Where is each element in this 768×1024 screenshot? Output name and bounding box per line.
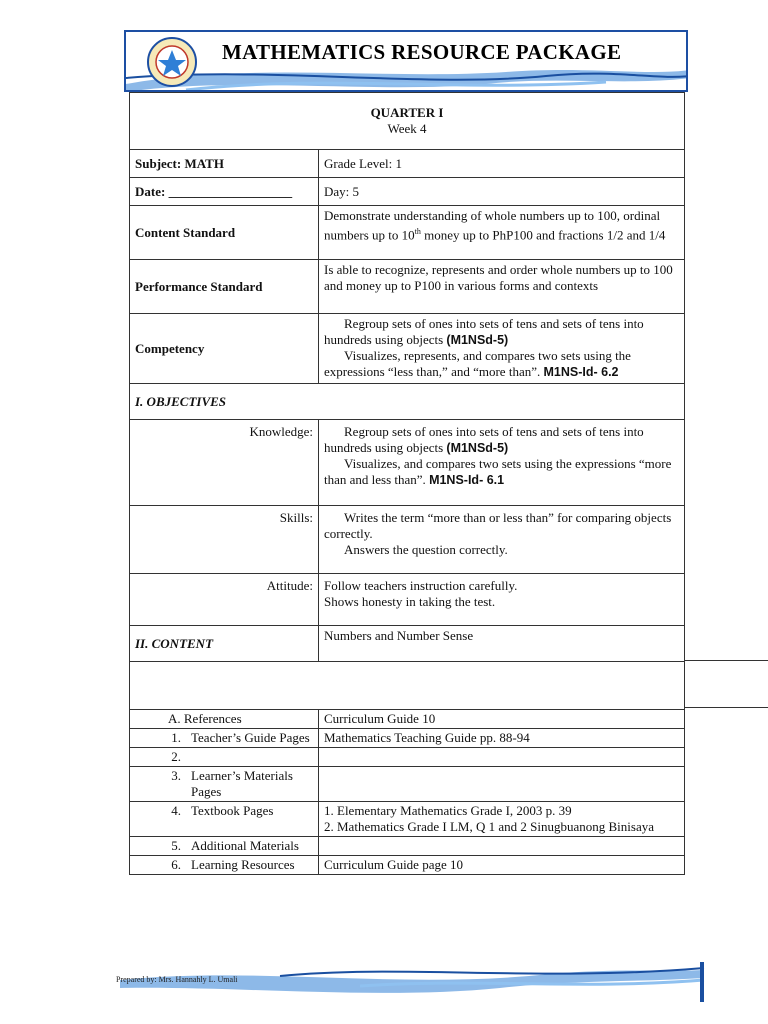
attitude-row [130, 574, 685, 626]
objectives-heading: I. OBJECTIVES [130, 384, 685, 420]
deped-seal-icon [146, 36, 198, 88]
date-label: Date: ___________________ [130, 178, 319, 206]
reference-item-5: 5. Additional Materials [130, 837, 685, 856]
prepared-by-text: Prepared by: Mrs. Hannahly L. Umali [116, 975, 238, 984]
knowledge-row [130, 420, 685, 506]
reference-item-3: 3. Learner’s Materials Pages [130, 767, 685, 802]
references-row [130, 710, 685, 729]
skills-row [130, 506, 685, 574]
references-value: Curriculum Guide 10 [319, 710, 685, 729]
reference-item-6: 6. Learning Resources Curriculum Guide page 10 [130, 856, 685, 875]
content-standard-value: Demonstrate understanding of whole numbers up to 100, ordinal numbers up to 10th money up to PhP100 and fractions 1/2 and 1/4 [319, 206, 685, 260]
subject-label: Subject: MATH [130, 150, 319, 178]
blank-cell [130, 662, 685, 710]
competency-label: Competency [130, 314, 319, 384]
performance-standard-label: Performance Standard [130, 260, 319, 314]
quarter-title: QUARTER I [370, 105, 444, 120]
date-row [130, 178, 685, 206]
day-value: Day: 5 [319, 178, 685, 206]
skills-label: Skills: [130, 506, 319, 574]
skills-value: Writes the term “more than or less than” for comparing objects correctly. Answers the question correctly. [319, 506, 685, 574]
quarter-row [130, 93, 685, 150]
blank-row [130, 662, 685, 710]
knowledge-label: Knowledge: [130, 420, 319, 506]
week-label: Week 4 [387, 121, 427, 136]
competency-value: Regroup sets of ones into sets of tens and sets of tens into hundreds using objects (M1NSd-5) Visualizes, represents, and compares two sets using the expressions “less than,” and “more than”. M1NS-Id- 6.2 [319, 314, 685, 384]
reference-item-1: 1. Teacher’s Guide Pages Mathematics Teaching Guide pp. 88-94 [130, 729, 685, 748]
content-standard-label: Content Standard [130, 206, 319, 260]
performance-standard-value: Is able to recognize, represents and order whole numbers up to 100 and money up to P100 in various forms and contexts [319, 260, 685, 314]
subject-row [130, 150, 685, 178]
page-title: MATHEMATICS RESOURCE PACKAGE [222, 40, 622, 64]
knowledge-value: Regroup sets of ones into sets of tens and sets of tens into hundreds using objects (M1NSd-5) Visualizes, and compares two sets using the expressions “more than and less than”. M1NS-Id- 6.1 [319, 420, 685, 506]
content-heading: II. CONTENT [130, 626, 319, 662]
reference-item-4: 4. Textbook Pages 1. Elementary Mathematics Grade I, 2003 p. 39 2. Mathematics Grade I LM, Q 1 and 2 Sinugbuanong Binisaya [130, 802, 685, 837]
reference-item-2: 2. [130, 748, 685, 767]
lesson-plan-table [129, 92, 685, 875]
references-label: A. References [130, 710, 319, 729]
performance-standard-row [130, 260, 685, 314]
header-banner [124, 30, 688, 92]
attitude-value: Follow teachers instruction carefully. Shows honesty in taking the test. [319, 574, 685, 626]
grade-level-value: Grade Level: 1 [319, 150, 685, 178]
attitude-label: Attitude: [130, 574, 319, 626]
content-standard-row [130, 206, 685, 260]
table-rule-extension [685, 707, 768, 708]
table-rule-extension [685, 660, 768, 661]
objectives-heading-row [130, 384, 685, 420]
content-heading-row [130, 626, 685, 662]
competency-row [130, 314, 685, 384]
content-value: Numbers and Number Sense [319, 626, 685, 662]
